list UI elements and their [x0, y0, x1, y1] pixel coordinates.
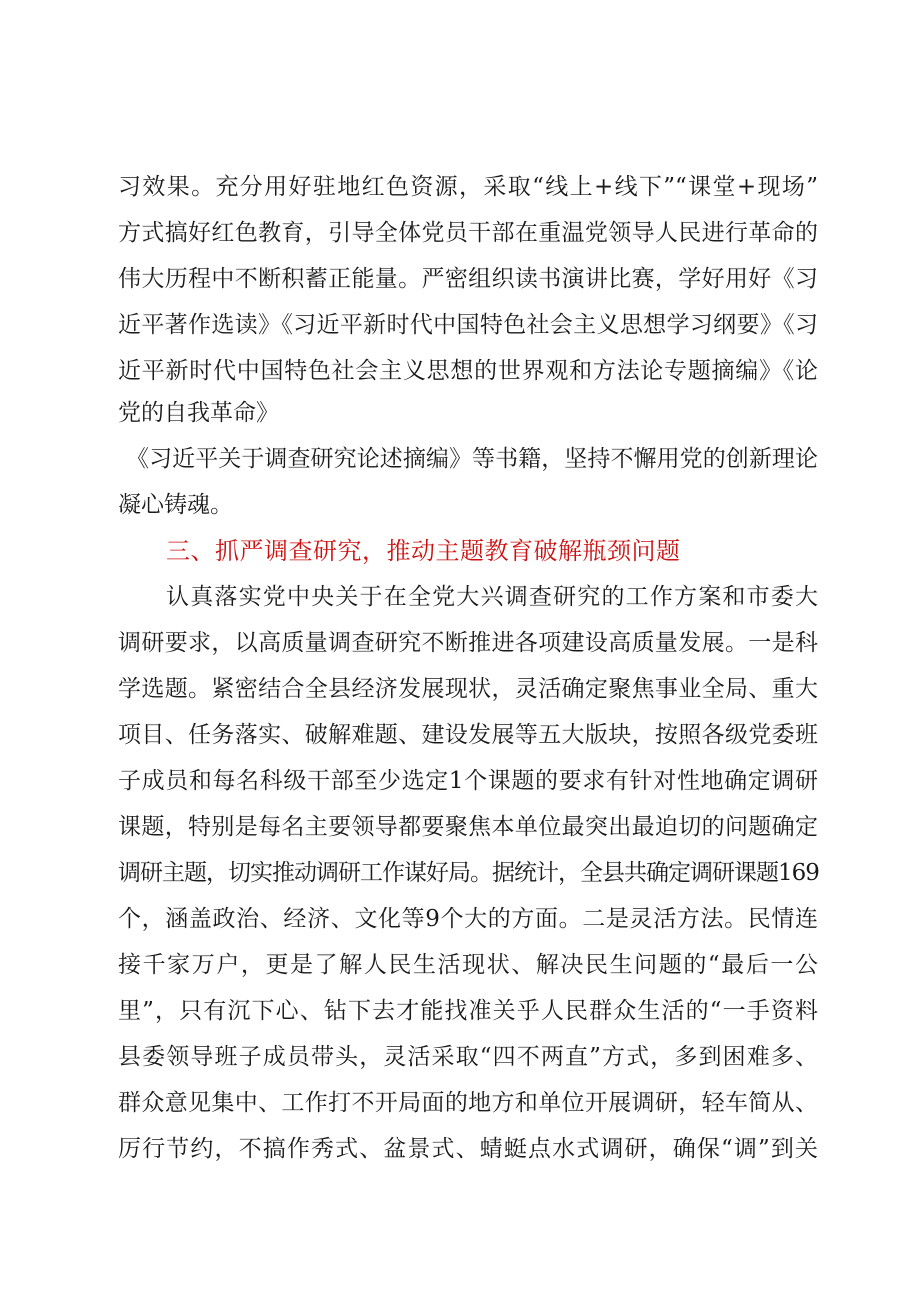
text-line: 子成员和每名科级干部至少选定1个课题的要求有针对性地确定调研 — [118, 768, 818, 794]
text-line: 项目、任务落实、破解难题、建设发展等五大版块，按照各级党委班 — [118, 722, 818, 748]
text-line: 方式搞好红色教育，引导全体党员干部在重温党领导人民进行革命的 — [118, 220, 818, 246]
text-line: 里”，只有沉下心、钻下去才能找准关乎人民群众生活的“一手资料 — [118, 998, 818, 1024]
text-line: 近平著作选读》《习近平新时代中国特色社会主义思想学习纲要》《习 — [118, 312, 818, 338]
text-line: 课题，特别是每名主要领导都要聚焦本单位最突出最迫切的问题确定 — [118, 814, 818, 840]
text-line: 习效果。充分用好驻地红色资源，采取“线上+线下”“课堂+现场” — [118, 174, 818, 200]
text-line: 《习近平关于调查研究论述摘编》等书籍，坚持不懈用党的创新理论 — [126, 446, 818, 472]
text-line: 认真落实党中央关于在全党大兴调查研究的工作方案和市委大 — [166, 584, 818, 610]
section-heading: 三、抓严调查研究，推动主题教育破解瓶颈问题 — [166, 537, 681, 565]
text-line: 凝心铸魂。 — [118, 492, 233, 518]
text-line: 个，涵盖政治、经济、文化等9个大的方面。二是灵活方法。民情连 — [118, 906, 818, 932]
text-line: 党的自我革命》 — [118, 400, 279, 426]
text-line: 调研要求，以高质量调查研究不断推进各项建设高质量发展。一是科 — [118, 630, 818, 656]
text-line: 调研主题，切实推动调研工作谋好局。据统计，全县共确定调研课题169 — [118, 860, 819, 886]
text-line: 近平新时代中国特色社会主义思想的世界观和方法论专题摘编》《论 — [118, 358, 818, 384]
text-line: 伟大历程中不断积蓄正能量。严密组织读书演讲比赛，学好用好《习 — [118, 266, 818, 292]
text-line: 接千家万户，更是了解人民生活现状、解决民生问题的“最后一公 — [118, 952, 818, 978]
text-line: 学选题。紧密结合全县经济发展现状，灵活确定聚焦事业全局、重大 — [118, 676, 818, 702]
text-line: 县委领导班子成员带头，灵活采取“四不两直”方式，多到困难多、 — [118, 1044, 818, 1070]
text-line: 厉行节约，不搞作秀式、盆景式、蜻蜓点水式调研，确保“调”到关 — [118, 1136, 818, 1162]
text-line: 群众意见集中、工作打不开局面的地方和单位开展调研，轻车简从、 — [118, 1090, 818, 1116]
